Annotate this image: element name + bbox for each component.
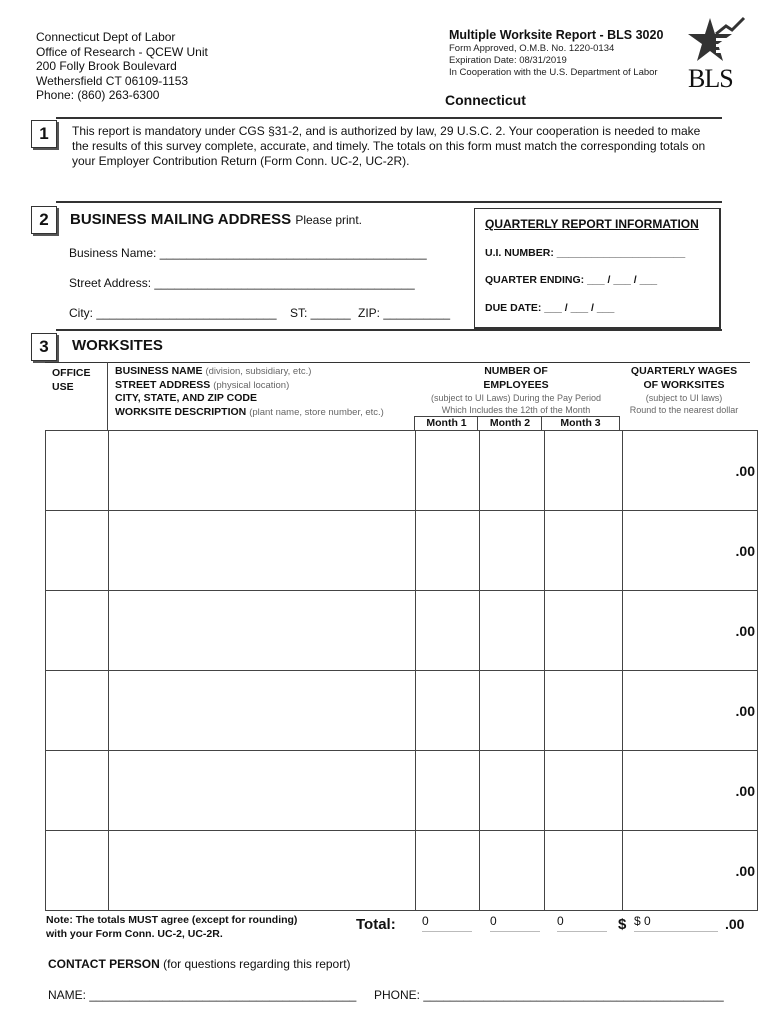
col-business-name: BUSINESS NAME — [115, 365, 203, 377]
bls-logo-text: BLS — [688, 64, 733, 93]
contact-person — [48, 957, 351, 971]
worksites-table — [45, 430, 758, 911]
total-month1[interactable]: 0 — [422, 914, 472, 932]
table-row — [46, 751, 758, 831]
zip-field[interactable]: ZIP: __________ — [358, 306, 451, 320]
col-street-address: STREET ADDRESS — [115, 378, 211, 391]
worksites-header-rule — [45, 362, 750, 363]
col-employees-l4: Which Includes the 12th of the Month — [441, 405, 591, 415]
agency-line: Wethersfield CT 06109-1153 — [36, 73, 189, 88]
table-row — [46, 591, 758, 671]
section1-rule — [56, 117, 722, 119]
business-cell[interactable] — [109, 511, 416, 591]
section2-title-note: Please print. — [295, 213, 363, 227]
contact-note: (for questions regarding this report) — [163, 957, 351, 971]
section3-rule — [56, 329, 722, 331]
table-row — [46, 431, 758, 511]
street-address-field[interactable]: Street Address: _______________________________________ — [69, 276, 415, 290]
totals-note-line2: with your Form Conn. UC-2, UC-2R. — [46, 928, 223, 940]
form-approval: Form Approved, O.M.B. No. 1220-0134 — [449, 43, 615, 54]
business-name-field[interactable]: Business Name: ________________________________________ — [69, 246, 427, 260]
form-cooperation: In Cooperation with the U.S. Department of Labor — [449, 67, 658, 78]
form-title: Multiple Worksite Report - BLS 3020 — [449, 28, 664, 42]
month1-cell[interactable] — [416, 591, 480, 671]
month3-cell[interactable] — [545, 431, 623, 511]
month3-cell[interactable] — [545, 751, 623, 831]
section2-rule — [56, 201, 722, 203]
office-use-cell — [46, 751, 109, 831]
employees-column-header — [414, 365, 618, 416]
total-wages[interactable]: $ 0 — [634, 914, 718, 932]
col-employees-l3: (subject to UI Laws) During the Pay Period — [430, 393, 602, 403]
totals-note-line1: Note: The totals MUST agree (except for rounding) — [46, 914, 298, 926]
ui-number-field[interactable]: U.I. NUMBER: ______________________ — [485, 247, 686, 259]
wages-cell[interactable]: .00 — [623, 751, 758, 831]
wages-cell[interactable]: .00 — [623, 671, 758, 751]
month2-cell[interactable] — [480, 751, 545, 831]
office-use-cell — [46, 671, 109, 751]
total-label: Total: — [356, 916, 396, 933]
totals-note — [46, 913, 297, 941]
section1-number: 1 — [31, 120, 57, 148]
business-cell[interactable] — [109, 431, 416, 511]
month3-cell[interactable] — [545, 591, 623, 671]
business-column-header — [115, 365, 384, 419]
wages-cell[interactable]: .00 — [623, 831, 758, 911]
col-wages-l3: (subject to UI laws) — [645, 393, 723, 403]
month1-cell[interactable] — [416, 511, 480, 591]
month3-header: Month 3 — [541, 416, 620, 431]
month2-cell[interactable] — [480, 591, 545, 671]
col-business-name-note: (division, subsidiary, etc.) — [205, 366, 312, 377]
total-month3[interactable]: 0 — [557, 914, 607, 932]
wages-column-header — [618, 365, 750, 416]
section3-number: 3 — [31, 333, 57, 361]
section1-text: This report is mandatory under CGS §31-2, and is authorized by law, 29 U.S.C. 2. Your cooperation is needed to make the results of this survey complete, accurate, and timely. The totals on this form must match the corresponding totals on your Employer Contribution Return (Form Conn. UC-2, UC-2R). — [72, 124, 706, 168]
office-use-header: OFFICE USE — [52, 367, 91, 393]
contact-label: CONTACT PERSON — [48, 957, 160, 971]
col-wages-l2: OF WORKSITES — [643, 378, 725, 391]
office-use-cell — [46, 431, 109, 511]
month2-cell[interactable] — [480, 671, 545, 751]
contact-phone-field[interactable]: PHONE: _____________________________________________ — [374, 988, 724, 1002]
month3-cell[interactable] — [545, 831, 623, 911]
wages-cell[interactable]: .00 — [623, 591, 758, 671]
table-row — [46, 831, 758, 911]
month1-cell[interactable] — [416, 431, 480, 511]
table-row — [46, 671, 758, 751]
month2-cell[interactable] — [480, 431, 545, 511]
office-use-cell — [46, 511, 109, 591]
section2-title — [70, 211, 362, 228]
state-field[interactable]: ST: ______ — [290, 306, 351, 320]
business-cell[interactable] — [109, 751, 416, 831]
month1-cell[interactable] — [416, 751, 480, 831]
month1-cell[interactable] — [416, 831, 480, 911]
quarterly-report-box — [474, 208, 721, 329]
month2-header: Month 2 — [477, 416, 542, 431]
business-cell[interactable] — [109, 831, 416, 911]
contact-name-field[interactable]: NAME: ________________________________________ — [48, 988, 357, 1002]
business-cell[interactable] — [109, 591, 416, 671]
section2-title-text: BUSINESS MAILING ADDRESS — [70, 211, 292, 228]
total-wages-cents: .00 — [725, 916, 745, 932]
col-wages-l1: QUARTERLY WAGES — [630, 365, 738, 377]
month3-cell[interactable] — [545, 671, 623, 751]
col-street-address-note: (physical location) — [213, 379, 290, 391]
wages-cell[interactable]: .00 — [623, 511, 758, 591]
agency-line: 200 Folly Brook Boulevard — [36, 59, 177, 73]
section3-title: WORKSITES — [72, 337, 163, 354]
agency-line: Office of Research - QCEW Unit — [36, 44, 208, 59]
city-field[interactable]: City: ___________________________ — [69, 306, 277, 320]
header-divider — [107, 362, 108, 430]
quarter-ending-field[interactable]: QUARTER ENDING: ___ / ___ / ___ — [485, 274, 658, 286]
col-city-state-zip: CITY, STATE, AND ZIP CODE — [115, 392, 257, 404]
agency-phone: Phone: (860) 263-6300 — [36, 88, 160, 102]
col-employees-l1: NUMBER OF — [484, 365, 548, 377]
agency-line: Connecticut Dept of Labor — [36, 30, 176, 44]
month3-cell[interactable] — [545, 511, 623, 591]
bls-logo — [686, 16, 748, 92]
office-use-cell — [46, 831, 109, 911]
form-header — [449, 28, 663, 79]
wages-cell[interactable]: .00 — [623, 431, 758, 511]
dollar-sign: $ — [618, 916, 627, 933]
state-name: Connecticut — [445, 92, 526, 108]
col-wages-l4: Round to the nearest dollar — [629, 405, 739, 415]
col-employees-l2: EMPLOYEES — [483, 378, 549, 391]
col-worksite-description: WORKSITE DESCRIPTION — [115, 405, 247, 418]
quarterly-report-title: QUARTERLY REPORT INFORMATION — [485, 217, 699, 231]
star-icon — [686, 16, 748, 66]
total-month2[interactable]: 0 — [490, 914, 540, 932]
due-date-field[interactable]: DUE DATE: ___ / ___ / ___ — [485, 302, 615, 314]
office-use-cell — [46, 591, 109, 671]
form-expiration: Expiration Date: 08/31/2019 — [449, 55, 567, 66]
agency-address — [36, 30, 208, 103]
section2-number: 2 — [31, 206, 57, 234]
month1-cell[interactable] — [416, 671, 480, 751]
month2-cell[interactable] — [480, 831, 545, 911]
table-row — [46, 511, 758, 591]
business-cell[interactable] — [109, 671, 416, 751]
month1-header: Month 1 — [414, 416, 478, 431]
month2-cell[interactable] — [480, 511, 545, 591]
col-worksite-description-note: (plant name, store number, etc.) — [249, 406, 384, 418]
